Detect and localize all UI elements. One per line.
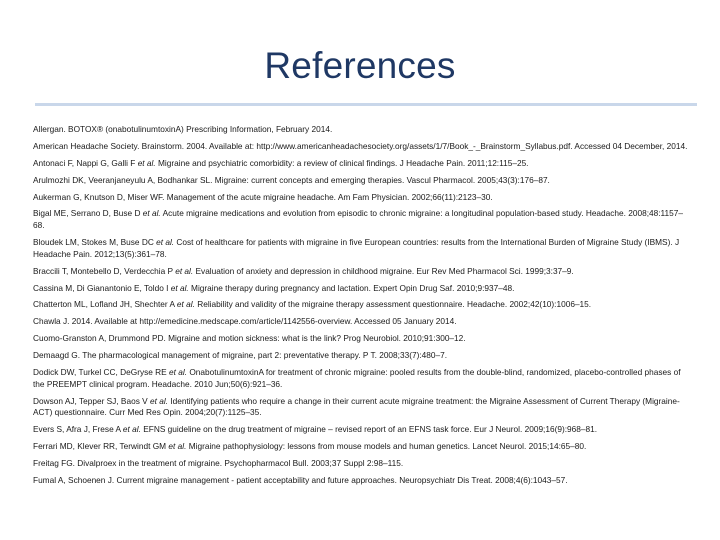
reference-item: Chawla J. 2014. Available at http://emedicine.medscape.com/article/1142556-overview. Accessed 05 January 2014. — [33, 316, 457, 327]
reference-item: American Headache Society. Brainstorm. 2004. Available at: http://www.americanheadachesociety.org/assets/1/7/Book_-_Brainstorm_Syllabus.pdf. Accessed 04 December, 2014. — [33, 140, 688, 151]
reference-item: Braccili T, Montebello D, Verdecchia P et al. Evaluation of anxiety and depression in childhood migraine. Eur Rev Med Pharmacol Sci. 1999;3:37–9. — [33, 265, 574, 276]
reference-item: Arulmozhi DK, Veeranjaneyulu A, Bodhankar SL. Migraine: current concepts and emerging therapies. Vascul Pharmacol. 2005;43(3):176–87. — [33, 174, 550, 185]
reference-item: Demaagd G. The pharmacological management of migraine, part 2: preventative therapy. P T. 2008;33(7):480–7. — [33, 350, 448, 361]
reference-item: Ferrari MD, Klever RR, Terwindt GM et al. Migraine pathophysiology: lessons from mouse models and human genetics. Lancet Neurol. 2015;14:65–80. — [33, 441, 587, 452]
reference-item: Allergan. BOTOX® (onabotulinumtoxinA) Prescribing Information, February 2014. — [33, 124, 333, 134]
reference-item: Evers S, Afra J, Frese A et al. EFNS guideline on the drug treatment of migraine – revised report of an EFNS task force. Eur J Neurol. 2009;16(9):968–81. — [33, 424, 598, 435]
reference-item: Chatterton ML, Lofland JH, Shechter A et al. Reliability and validity of the migraine therapy assessment questionnaire. Headache. 2002;42(10):1006–15. — [33, 299, 592, 310]
reference-item: Antonaci F, Nappi G, Galli F et al. Migraine and psychiatric comorbidity: a review of clinical findings. J Headache Pain. 2011;12:115–25. — [33, 157, 529, 168]
reference-item: Bloudek LM, Stokes M, Buse DC et al. Cost of healthcare for patients with migraine in five European countries: results from the International Burden of Migraine Study (IBMS). J Headache Pain. 2012;13(5):361–78. — [33, 237, 680, 259]
title-divider — [35, 103, 697, 106]
reference-item: Cuomo-Granston A, Drummond PD. Migraine and motion sickness: what is the link? Prog Neurobiol. 2010;91:300–12. — [33, 333, 466, 344]
reference-item: Cassina M, Di Gianantonio E, Toldo I et al. Migraine therapy during pregnancy and lactation. Expert Opin Drug Saf. 2010;9:937–48. — [33, 282, 515, 293]
reference-item: Freitag FG. Divalproex in the treatment of migraine. Psychopharmacol Bull. 2003;37 Suppl 2:98–115. — [33, 457, 404, 468]
reference-item: Bigal ME, Serrano D, Buse D et al. Acute migraine medications and evolution from episodic to chronic migraine: a longitudinal population-based study. Headache. 2008;48:1157–68. — [33, 208, 684, 231]
reference-item: Aukerman G, Knutson D, Miser WF. Management of the acute migraine headache. Am Fam Physician. 2002;66(11):2123–30. — [33, 191, 493, 202]
page-title: References — [264, 45, 456, 86]
reference-item: Dowson AJ, Tepper SJ, Baos V et al. Identifying patients who require a change in their current acute migraine treatment: the Migraine Assessment of Current Therapy (Migraine-ACT) questionnaire. Curr Med Res Opin. 2004;20(7):1125–35. — [33, 395, 680, 418]
reference-item: Fumal A, Schoenen J. Current migraine management - patient acceptability and future approaches. Neuropsychiatr Dis Treat. 2008;4(6):1043–57. — [33, 474, 568, 485]
reference-list — [33, 124, 693, 492]
reference-item: Dodick DW, Turkel CC, DeGryse RE et al. OnabotulinumtoxinA for treatment of chronic migraine: pooled results from the double-blind, randomized, placebo-controlled phases of the PREEMPT clinical program. Headache. 2010 Jun;50(6):921–36. — [33, 366, 681, 389]
